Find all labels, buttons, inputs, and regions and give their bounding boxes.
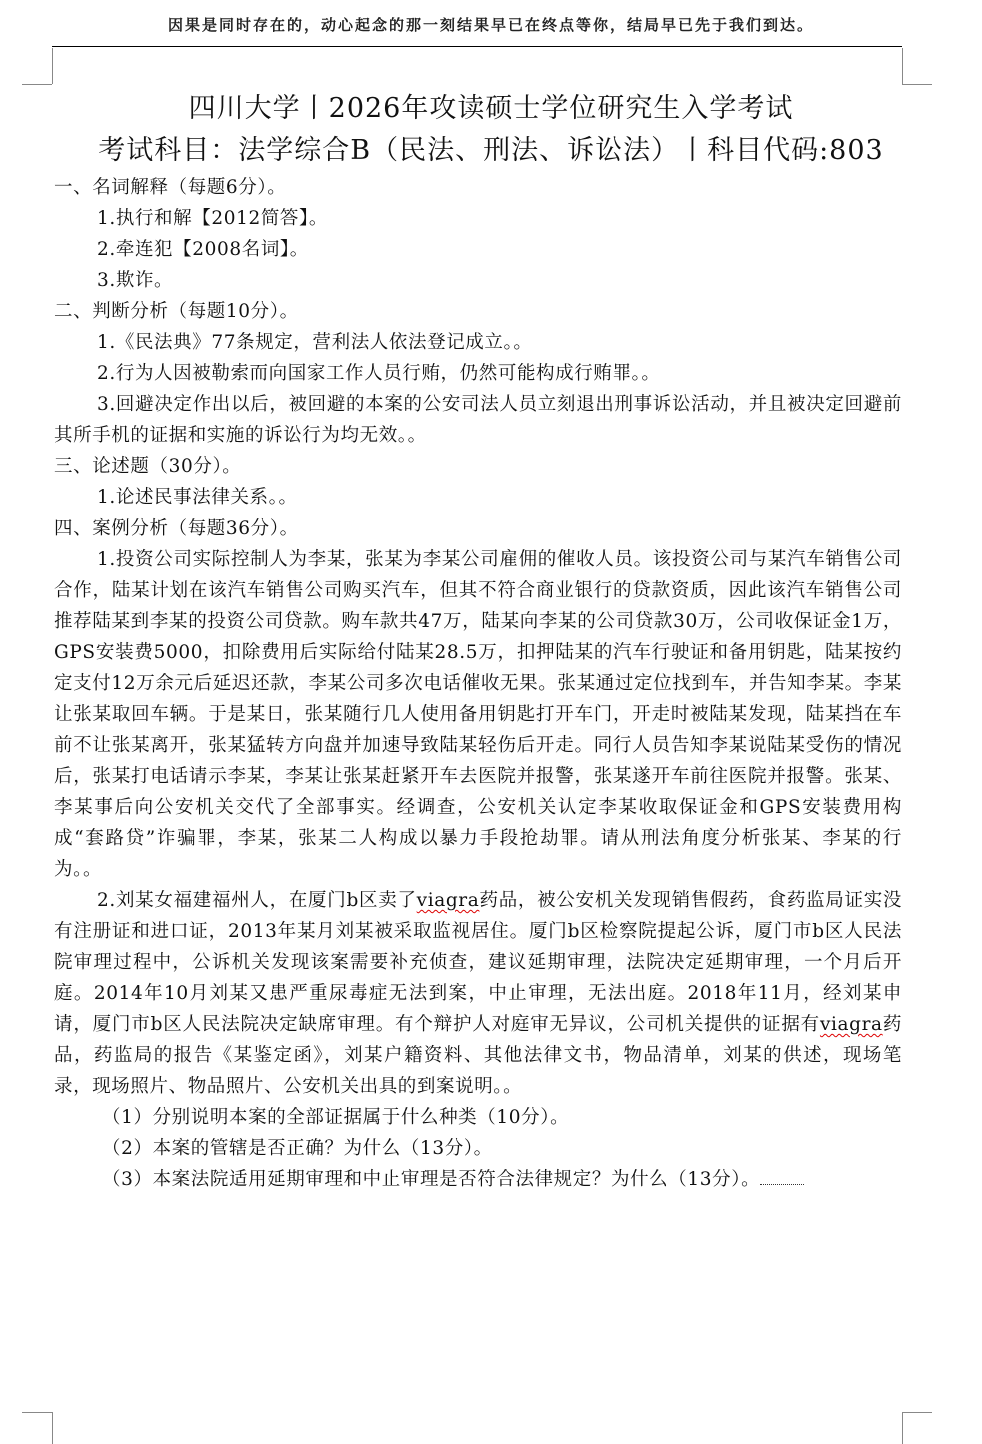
case2-text-c: 药品，被公安机关发现销售假药，食药监局证实没有注册证和进口证，2013年某月刘某被采取监视居住。厦门b区检察院提起公诉，厦门市b区人民法院审理过程中，公诉机关发现该案需要补充侦查，建议延期审理，法院决定延期审理，一个月后开庭。2014年10月刘某又患严重尿毒症无法到案，中止审理，无法出庭。2018年11月，经刘某申请，厦门市b区人民法院决定缺席审理。有个辩护人对庭审无异议，公司机关提供的证据有 [54,890,903,1035]
exam-title [0,86,982,125]
crop-mark-bottom-left [52,1412,53,1444]
header-rule [52,46,902,47]
list-item: 2.行为人因被勒索而向国家工作人员行贿，仍然可能构成行贿罪。。 [97,363,661,384]
section-heading-2: 二、判断分析（每题10分）。 [54,301,299,322]
case-paragraph-2 [54,885,902,1102]
list-item: 1.论述民事法律关系。。 [97,487,298,508]
list-item: 1.执行和解【2012简答】。 [97,208,328,229]
exam-subject [0,128,982,167]
dotted-leader [760,1170,804,1185]
question-item: （2）本案的管辖是否正确？为什么（13分）。 [102,1138,493,1159]
crop-mark-top-left-h [22,84,52,85]
case2-text-e: 药品，药监局的报告《某鉴定函》，刘某户籍资料、其他法律文书，物品清单，刘某的供述，现场笔录，现场照片、物品照片、公安机关出具的到案说明。。 [54,1014,902,1097]
list-item: 3.欺诈。 [97,270,174,291]
header-quote [0,14,982,35]
crop-mark-bottom-right-h [902,1412,932,1413]
list-item: 2.牵连犯【2008名词】。 [97,239,309,260]
case-paragraph-1: 1.投资公司实际控制人为李某，张某为李某公司雇佣的催收人员。该投资公司与某汽车销售公司合作，陆某计划在该汽车销售公司购买汽车，但其不符合商业银行的贷款资质，因此该汽车销售公司推荐陆某到李某的投资公司贷款。购车款共47万，陆某向李某的公司贷款30万，公司收保证金1万，GPS安装费5000，扣除费用后实际给付陆某28.5万，扣押陆某的汽车行驶证和备用钥匙，陆某按约定支付12万余元后延迟还款，李某公司多次电话催收无果。张某通过定位找到车，并告知李某。李某让张某取回车辆。于是某日，张某随行几人使用备用钥匙打开车门，开走时被陆某发现，陆某挡在车前不让张某离开，张某猛转方向盘并加速导致陆某轻伤后开走。同行人员告知李某说陆某受伤的情况后，张某打电话请示李某，李某让张某赶紧开车去医院并报警，张某遂开车前往医院并报警。张某、李某事后向公安机关交代了全部事实。经调查，公安机关认定李某收取保证金和GPS安装费用构成“套路贷”诈骗罪，李某，张某二人构成以暴力手段抢劫罪。请从刑法角度分析张某、李某的行为。。 [54,549,902,880]
question-item: （1）分别说明本案的全部证据属于什么种类（10分）。 [102,1107,570,1128]
crop-mark-bottom-right [902,1412,903,1444]
crop-mark-top-left [52,48,53,84]
crop-mark-bottom-left-h [22,1412,52,1413]
paragraph: 3.回避决定作出以后，被回避的本案的公安司法人员立刻退出刑事诉讼活动，并且被决定回避前其所手机的证据和实施的诉讼行为均无效。。 [54,394,902,446]
question-item [54,1164,902,1195]
crop-mark-top-right [902,48,903,84]
document-body [54,172,902,1195]
crop-mark-top-right-h [902,84,932,85]
header-quote-text: 因果是同时存在的，动心起念的那一刻结果早已在终点等你，结局早已先于我们到达。 [167,16,814,34]
list-item: 1.《民法典》77条规定，营利法人依法登记成立。。 [97,332,533,353]
case2-text-a: 2.刘某女福建福州人，在厦门b区卖了 [97,890,417,911]
exam-subject-text: 考试科目：法学综合B（民法、刑法、诉讼法）丨科目代码:803 [98,135,884,166]
section-heading-4: 四、案例分析（每题36分）。 [54,518,299,539]
section-heading-3: 三、论述题（30分）。 [54,456,242,477]
spellcheck-word: viagra [416,890,480,911]
spellcheck-word: viagra [819,1014,883,1035]
question-text: （3）本案法院适用延期审理和中止审理是否符合法律规定？为什么（13分）。 [102,1169,761,1190]
section-heading-1: 一、名词解释（每题6分）。 [54,177,287,198]
exam-title-text: 四川大学丨2026年攻读硕士学位研究生入学考试 [188,93,794,124]
